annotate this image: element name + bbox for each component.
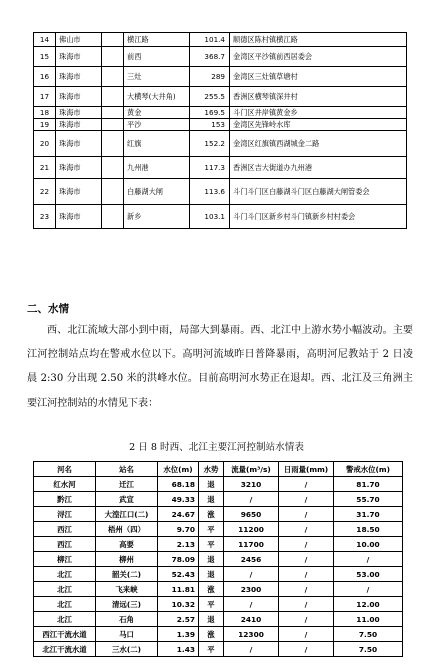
rainfall-value-cell: 103.1: [190, 205, 230, 229]
header-cell: 站名: [96, 462, 158, 477]
table-row: [34, 47, 407, 67]
river-name-cell: 红水河: [34, 477, 96, 492]
river-name-cell: 北江: [34, 567, 96, 582]
empty-cell: [102, 47, 124, 67]
station-city-cell: 珠海市: [56, 179, 102, 205]
river-name-cell: 北江: [34, 612, 96, 627]
water-level-cell: 2.57: [158, 612, 199, 627]
rainfall-value-cell: 152.2: [190, 131, 230, 157]
warning-level-cell: 31.70: [334, 507, 403, 522]
station-index-cell: 20: [34, 131, 56, 157]
empty-cell: [102, 33, 124, 47]
table-row: [34, 131, 407, 157]
station-location-cell: 金湾区先锋岭水库: [230, 119, 407, 131]
station-city-cell: 佛山市: [56, 33, 102, 47]
river-name-cell: 北江: [34, 582, 96, 597]
station-location-cell: 斗门斗门区白藤湖斗门区白藤湖大闸管委会: [230, 179, 407, 205]
flow-cell: 12300: [224, 627, 279, 642]
station-name-cell: 黄金: [124, 107, 190, 119]
station-name-cell: 梧州（四）: [96, 522, 158, 537]
empty-cell: [102, 179, 124, 205]
table-row: [34, 205, 407, 229]
station-location-cell: 斗门区井岸镇黄金乡: [230, 107, 407, 119]
water-level-cell: 10.32: [158, 597, 199, 612]
warning-level-cell: /: [334, 552, 403, 567]
table-row: [34, 537, 403, 552]
header-cell: 河名: [34, 462, 96, 477]
station-name-cell: 大湟江口(二): [96, 507, 158, 522]
station-name-cell: 平沙: [124, 119, 190, 131]
station-name-cell: 大横琴(大井角): [124, 87, 190, 107]
station-name-cell: 九州港: [124, 157, 190, 179]
table-row: [34, 492, 403, 507]
stations-rainfall-table: [33, 32, 407, 229]
warning-level-cell: 10.00: [334, 537, 403, 552]
flow-cell: 3210: [224, 477, 279, 492]
station-index-cell: 22: [34, 179, 56, 205]
station-location-cell: 顺德区陈村镇横江路: [230, 33, 407, 47]
flow-cell: 2456: [224, 552, 279, 567]
empty-cell: [102, 119, 124, 131]
rainfall-value-cell: 169.5: [190, 107, 230, 119]
station-city-cell: 珠海市: [56, 119, 102, 131]
trend-cell: 平: [199, 597, 224, 612]
station-index-cell: 19: [34, 119, 56, 131]
trend-cell: 涨: [199, 507, 224, 522]
table-row: [34, 179, 407, 205]
rainfall-value-cell: 101.4: [190, 33, 230, 47]
river-name-cell: 北江干流水道: [34, 642, 96, 657]
station-name-cell: 迁江: [96, 477, 158, 492]
table-row: [34, 582, 403, 597]
trend-cell: 平: [199, 642, 224, 657]
flow-cell: /: [224, 597, 279, 612]
empty-cell: [102, 87, 124, 107]
station-city-cell: 珠海市: [56, 47, 102, 67]
station-index-cell: 23: [34, 205, 56, 229]
warning-level-cell: /: [334, 582, 403, 597]
daily-rainfall-cell: /: [279, 522, 334, 537]
table-row: [34, 67, 407, 87]
water-level-cell: 1.43: [158, 642, 199, 657]
daily-rainfall-cell: /: [279, 507, 334, 522]
rainfall-value-cell: 117.3: [190, 157, 230, 179]
daily-rainfall-cell: /: [279, 552, 334, 567]
daily-rainfall-cell: /: [279, 567, 334, 582]
daily-rainfall-cell: /: [279, 477, 334, 492]
flow-cell: /: [224, 567, 279, 582]
daily-rainfall-cell: /: [279, 642, 334, 657]
trend-cell: 退: [199, 567, 224, 582]
river-name-cell: 黔江: [34, 492, 96, 507]
water-level-cell: 52.43: [158, 567, 199, 582]
trend-cell: 退: [199, 612, 224, 627]
water-level-cell: 68.18: [158, 477, 199, 492]
trend-cell: 退: [199, 477, 224, 492]
trend-cell: 退: [199, 492, 224, 507]
flow-cell: 2300: [224, 582, 279, 597]
table-row: [34, 119, 407, 131]
header-cell: 水势: [199, 462, 224, 477]
station-index-cell: 16: [34, 67, 56, 87]
station-location-cell: 斗门斗门区新乡村斗门镇新乡村村委会: [230, 205, 407, 229]
warning-level-cell: 12.00: [334, 597, 403, 612]
flow-cell: 9650: [224, 507, 279, 522]
rainfall-value-cell: 289: [190, 67, 230, 87]
station-name-cell: 石角: [96, 612, 158, 627]
table-row: [34, 567, 403, 582]
trend-cell: 退: [199, 552, 224, 567]
rainfall-value-cell: 255.5: [190, 87, 230, 107]
water-situation-paragraph: 西、北江流域大部小到中雨，局部大到暴雨。西、北江中上游水势小幅波动。主要江河控制站点均在警戒水位以下。高明河流域昨日普降暴雨，高明河尼教站于 2 日凌晨 2:30 分出现 2.50 米的洪峰水位。目前高明河水势正在退却。西、北江及三角洲主要江河控制站的水情见下表：: [27, 325, 413, 409]
daily-rainfall-cell: /: [279, 612, 334, 627]
station-index-cell: 21: [34, 157, 56, 179]
warning-level-cell: 53.00: [334, 567, 403, 582]
water-level-cell: 1.39: [158, 627, 199, 642]
river-name-cell: 浔江: [34, 507, 96, 522]
station-index-cell: 17: [34, 87, 56, 107]
station-name-cell: 新乡: [124, 205, 190, 229]
station-name-cell: 清远(三): [96, 597, 158, 612]
station-location-cell: 香洲区横琴镇深井村: [230, 87, 407, 107]
table-row: [34, 87, 407, 107]
river-name-cell: 西江: [34, 522, 96, 537]
station-name-cell: 前西: [124, 47, 190, 67]
daily-rainfall-cell: /: [279, 582, 334, 597]
empty-cell: [102, 67, 124, 87]
station-name-cell: 柳州: [96, 552, 158, 567]
header-cell: 警戒水位(m): [334, 462, 403, 477]
flow-cell: 2410: [224, 612, 279, 627]
table-header-row: [34, 462, 403, 477]
station-location-cell: 金湾区平沙镇前西居委会: [230, 47, 407, 67]
station-index-cell: 14: [34, 33, 56, 47]
table-row: [34, 157, 407, 179]
table-row: [34, 107, 407, 119]
station-location-cell: 香洲区吉大街道办九州港: [230, 157, 407, 179]
station-name-cell: 马口: [96, 627, 158, 642]
station-city-cell: 珠海市: [56, 131, 102, 157]
station-city-cell: 珠海市: [56, 205, 102, 229]
table-row: [34, 477, 403, 492]
station-index-cell: 18: [34, 107, 56, 119]
station-name-cell: 白藤湖大闸: [124, 179, 190, 205]
daily-rainfall-cell: /: [279, 537, 334, 552]
flow-cell: 11200: [224, 522, 279, 537]
table-row: [34, 597, 403, 612]
station-index-cell: 15: [34, 47, 56, 67]
header-cell: 水位(m): [158, 462, 199, 477]
station-city-cell: 珠海市: [56, 67, 102, 87]
river-name-cell: 西江: [34, 537, 96, 552]
warning-level-cell: 81.70: [334, 477, 403, 492]
rainfall-value-cell: 113.6: [190, 179, 230, 205]
water-level-cell: 78.09: [158, 552, 199, 567]
table-row: [34, 642, 403, 657]
daily-rainfall-cell: /: [279, 492, 334, 507]
water-level-cell: 9.70: [158, 522, 199, 537]
water-level-cell: 24.67: [158, 507, 199, 522]
warning-level-cell: 7.50: [334, 642, 403, 657]
river-name-cell: 北江: [34, 597, 96, 612]
water-level-cell: 49.33: [158, 492, 199, 507]
trend-cell: 涨: [199, 582, 224, 597]
table-row: [34, 522, 403, 537]
river-name-cell: 西江干流水道: [34, 627, 96, 642]
table-row: [34, 627, 403, 642]
table-row: [34, 552, 403, 567]
station-name-cell: 红旗: [124, 131, 190, 157]
station-name-cell: 高要: [96, 537, 158, 552]
river-name-cell: 柳江: [34, 552, 96, 567]
water-level-table: [33, 461, 403, 657]
empty-cell: [102, 157, 124, 179]
empty-cell: [102, 205, 124, 229]
empty-cell: [102, 107, 124, 119]
station-name-cell: 横江路: [124, 33, 190, 47]
rainfall-value-cell: 153: [190, 119, 230, 131]
station-location-cell: 金湾区三灶镇草塘村: [230, 67, 407, 87]
station-name-cell: 三灶: [124, 67, 190, 87]
station-name-cell: 三水(二): [96, 642, 158, 657]
station-city-cell: 珠海市: [56, 107, 102, 119]
warning-level-cell: 7.50: [334, 627, 403, 642]
rainfall-value-cell: 368.7: [190, 47, 230, 67]
header-cell: 日雨量(mm): [279, 462, 334, 477]
header-cell: 流量(m³/s): [224, 462, 279, 477]
warning-level-cell: 18.50: [334, 522, 403, 537]
station-location-cell: 金湾区红旗镇西湖城金二路: [230, 131, 407, 157]
daily-rainfall-cell: /: [279, 627, 334, 642]
water-level-cell: 11.81: [158, 582, 199, 597]
section-heading: 二、水情: [27, 303, 69, 315]
station-city-cell: 珠海市: [56, 157, 102, 179]
empty-cell: [102, 131, 124, 157]
trend-cell: 平: [199, 522, 224, 537]
flow-cell: /: [224, 642, 279, 657]
table-row: [34, 612, 403, 627]
warning-level-cell: 11.00: [334, 612, 403, 627]
warning-level-cell: 55.70: [334, 492, 403, 507]
table-row: [34, 507, 403, 522]
station-name-cell: 武宣: [96, 492, 158, 507]
trend-cell: 涨: [199, 627, 224, 642]
station-city-cell: 珠海市: [56, 87, 102, 107]
water-level-cell: 2.13: [158, 537, 199, 552]
table-row: [34, 33, 407, 47]
trend-cell: 平: [199, 537, 224, 552]
daily-rainfall-cell: /: [279, 597, 334, 612]
station-name-cell: 韶关(二): [96, 567, 158, 582]
flow-cell: /: [224, 492, 279, 507]
flow-cell: 11700: [224, 537, 279, 552]
table-caption: 2 日 8 时西、北江主要江河控制站水情表: [129, 442, 304, 453]
station-name-cell: 飞来峡: [96, 582, 158, 597]
